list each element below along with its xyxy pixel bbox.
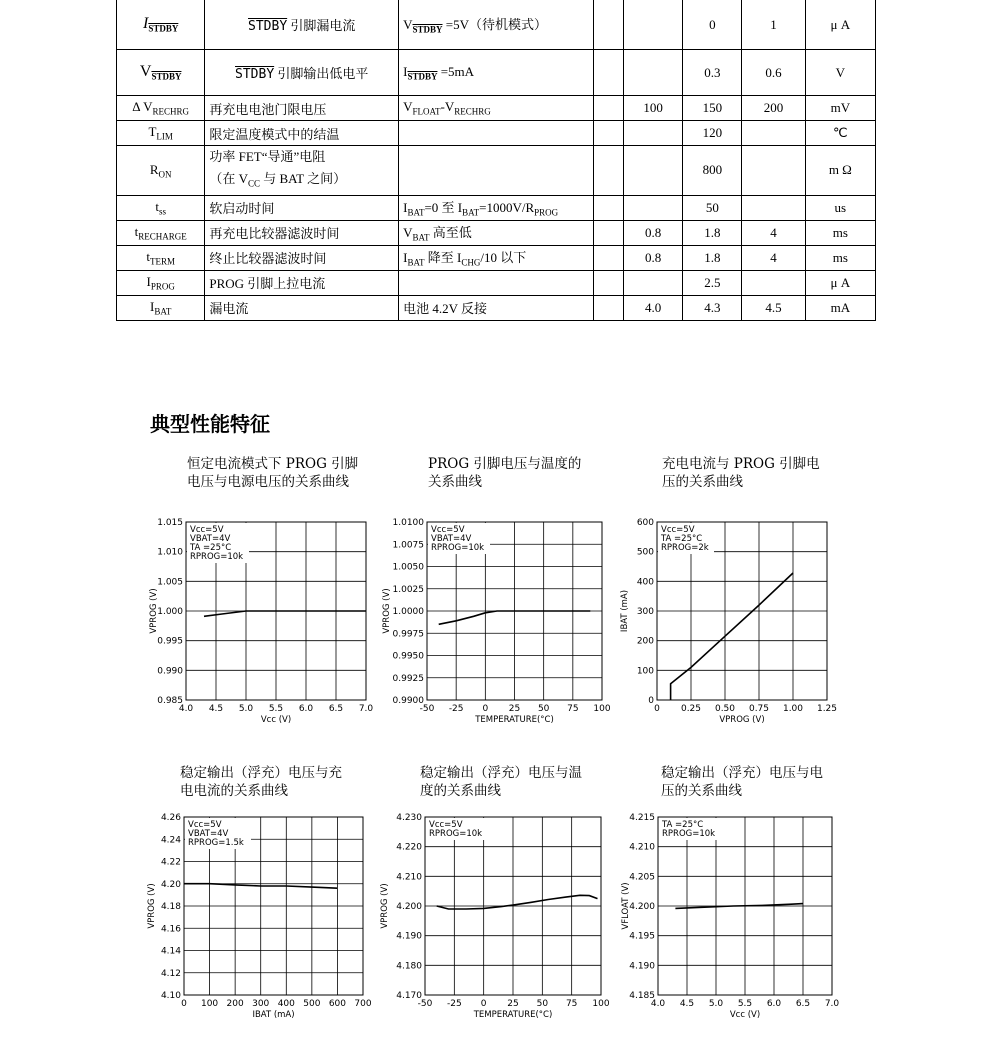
y-tick-label: 100 — [636, 666, 654, 677]
chart-caption-line: 恒定电流模式下 PROG 引脚 — [187, 456, 359, 472]
symbol-cell — [117, 121, 205, 146]
chart-caption — [661, 764, 861, 800]
parameter-text: 软启动时间 — [209, 201, 275, 217]
annotation-text: RPROG=10k — [431, 543, 485, 553]
unit-cell: mV — [805, 96, 875, 121]
max-cell — [742, 270, 805, 295]
y-tick-label: 4.220 — [396, 842, 422, 853]
x-tick-label: 0 — [654, 704, 660, 714]
condition-text: =0 至 I — [424, 200, 463, 216]
spec-row — [117, 50, 876, 96]
chart-caption — [428, 455, 628, 491]
x-tick-label: 7.0 — [824, 999, 840, 1009]
symbol-main: t — [134, 223, 139, 239]
condition-text: V — [403, 225, 413, 241]
x-tick-label: 200 — [226, 999, 244, 1009]
y-tick-label: 4.20 — [160, 879, 181, 890]
x-tick-label: 100 — [593, 704, 611, 714]
condition-text: =1000V/R — [479, 200, 535, 216]
x-tick-label: 6.5 — [328, 704, 344, 714]
parameter-text: 再充电电池门限电压 — [209, 101, 327, 117]
annotation-text: Vcc=5V — [190, 525, 224, 535]
x-tick-label: 500 — [303, 999, 321, 1009]
condition-sub: CHG — [461, 257, 481, 268]
condition-sub: STDBY — [412, 24, 443, 35]
annotation-text: TA =25°C — [190, 543, 232, 553]
min-cell — [623, 50, 682, 96]
annotation-text: TA =25°C — [662, 820, 704, 830]
chart-svg — [149, 518, 374, 725]
condition-text: V — [403, 99, 413, 115]
x-axis-label: Vcc (V) — [729, 1010, 761, 1020]
symbol-subscript: LIM — [156, 131, 173, 142]
min-cell: 4.0 — [623, 295, 682, 320]
y-tick-label: 4.200 — [396, 902, 422, 912]
spec-row — [117, 220, 876, 245]
symbol-main: t — [155, 198, 159, 214]
condition-sub: FLOAT — [412, 106, 441, 117]
y-tick-label: 4.185 — [629, 991, 655, 1001]
symbol-cell — [117, 295, 205, 320]
condition-text: I — [403, 63, 408, 79]
x-tick-label: 50 — [536, 999, 549, 1009]
typ-cell: 150 — [683, 96, 742, 121]
y-tick-label: 4.210 — [396, 872, 422, 883]
y-tick-label: 4.14 — [160, 946, 181, 957]
unit-cell: ℃ — [805, 121, 875, 146]
y-tick-label: 400 — [636, 577, 654, 588]
typ-cell: 50 — [683, 195, 742, 220]
y-tick-label: 4.22 — [160, 857, 181, 868]
symbol-subscript: STDBY — [151, 71, 182, 82]
parameter-cell — [205, 146, 399, 196]
chart-caption-line: 稳定输出（浮充）电压与充 — [180, 765, 342, 781]
x-tick-label: 1.00 — [782, 704, 804, 714]
parameter-text: 再充电比较器滤波时间 — [209, 226, 340, 242]
x-tick-label: 5.5 — [268, 704, 284, 714]
parameter-cell — [205, 295, 399, 320]
y-tick-label: 4.12 — [160, 968, 181, 979]
data-series-line — [671, 573, 793, 700]
parameter-cell — [205, 50, 399, 96]
condition-cell — [399, 295, 594, 320]
symbol-cell — [117, 270, 205, 295]
x-axis-label: IBAT (mA) — [252, 1010, 295, 1020]
condition-sub: RECHRG — [454, 106, 491, 117]
parameter-cell — [205, 121, 399, 146]
y-tick-label: 600 — [636, 518, 654, 528]
y-tick-label: 4.195 — [629, 931, 655, 942]
symbol-subscript: PROG — [150, 281, 175, 292]
chart-caption-line: 关系曲线 — [428, 474, 482, 490]
condition-text: 电池 4.2V 反接 — [403, 301, 488, 317]
min-cell: 100 — [623, 96, 682, 121]
y-tick-label: 4.10 — [160, 991, 181, 1001]
y-tick-label: 4.230 — [396, 813, 422, 823]
y-tick-label: 1.010 — [157, 547, 183, 558]
max-cell: 4.5 — [742, 295, 805, 320]
symbol-main: T — [148, 124, 157, 140]
y-tick-label: 200 — [636, 636, 654, 647]
overline-text: STDBY — [235, 67, 275, 82]
y-tick-label: 4.205 — [629, 872, 655, 883]
x-axis-label: TEMPERATURE(°C) — [475, 715, 554, 725]
symbol-cell — [117, 50, 205, 96]
symbol-main: t — [146, 248, 150, 264]
symbol-cell — [117, 195, 205, 220]
y-tick-label: 1.0075 — [392, 540, 424, 551]
y-tick-label: 0.995 — [157, 636, 183, 647]
unit-cell: ms — [805, 245, 875, 270]
x-tick-label: -50 — [419, 704, 435, 714]
symbol-cell — [117, 245, 205, 270]
parameter-line2: （在 V — [209, 171, 248, 186]
x-tick-label: 300 — [252, 999, 270, 1009]
y-tick-label: 0.985 — [157, 696, 183, 706]
unit-cell: ms — [805, 220, 875, 245]
empty-cell — [593, 146, 623, 196]
symbol-main: R — [149, 161, 159, 177]
empty-cell — [593, 96, 623, 121]
x-tick-label: 1.25 — [816, 704, 838, 714]
empty-cell — [593, 50, 623, 96]
y-tick-label: 0.9900 — [392, 696, 424, 706]
x-tick-label: 5.5 — [737, 999, 753, 1009]
max-cell: 4 — [742, 245, 805, 270]
empty-cell — [593, 295, 623, 320]
x-tick-label: 75 — [565, 999, 578, 1009]
y-axis-label: VFLOAT (V) — [621, 882, 631, 930]
x-tick-label: 600 — [328, 999, 347, 1009]
condition-cell — [399, 195, 594, 220]
y-tick-label: 1.0025 — [392, 584, 424, 595]
chart-caption-line: 压的关系曲线 — [661, 783, 742, 799]
y-tick-label: 4.24 — [160, 835, 181, 846]
parameter-line2-post: 与 BAT 之间） — [260, 171, 347, 186]
min-cell — [623, 270, 682, 295]
symbol-main: I — [149, 298, 155, 314]
typ-cell: 1.8 — [683, 220, 742, 245]
condition-sub: PROG — [534, 207, 559, 218]
symbol-subscript: STDBY — [148, 23, 179, 34]
condition-text: /10 以下 — [480, 250, 527, 266]
condition-sub: BAT — [462, 207, 480, 218]
section-heading: 典型性能特征 — [150, 412, 270, 436]
max-cell — [742, 195, 805, 220]
x-tick-label: 700 — [354, 999, 372, 1009]
condition-text: V — [403, 17, 413, 33]
empty-cell — [593, 195, 623, 220]
annotation-text: VBAT=4V — [190, 534, 231, 544]
x-tick-label: 25 — [507, 999, 519, 1009]
min-cell — [623, 195, 682, 220]
condition-cell — [399, 0, 594, 50]
max-cell: 200 — [742, 96, 805, 121]
x-tick-label: 0.75 — [748, 704, 770, 714]
condition-text: I — [403, 250, 408, 266]
annotation-text: VBAT=4V — [188, 829, 229, 839]
symbol-main: V — [139, 63, 152, 81]
y-tick-label: 4.190 — [629, 961, 655, 972]
empty-cell — [593, 220, 623, 245]
y-tick-label: 0.9950 — [392, 651, 424, 662]
spec-row — [117, 146, 876, 196]
min-cell — [623, 121, 682, 146]
parameter-cell — [205, 96, 399, 121]
annotation-text: RPROG=1.5k — [188, 838, 244, 848]
spec-row — [117, 0, 876, 50]
chart-caption-line: 压的关系曲线 — [662, 474, 743, 490]
condition-text: 高至低 — [429, 225, 472, 241]
x-tick-label: 7.0 — [358, 704, 374, 714]
chart-svg — [621, 813, 840, 1020]
annotation-text: Vcc=5V — [429, 820, 463, 830]
x-tick-label: 0.50 — [714, 704, 736, 714]
spec-row — [117, 295, 876, 320]
parameter-line2-sub: CC — [247, 178, 260, 189]
chart-caption — [187, 455, 387, 491]
y-axis-label: IBAT (mA) — [620, 589, 630, 633]
annotation-text: Vcc=5V — [661, 525, 695, 535]
max-cell: 4 — [742, 220, 805, 245]
y-tick-label: 4.200 — [629, 902, 655, 912]
empty-cell — [593, 245, 623, 270]
symbol-subscript: TERM — [149, 256, 175, 267]
chart-svg — [380, 813, 610, 1020]
y-axis-label: VPROG (V) — [380, 883, 390, 929]
y-tick-label: 0.990 — [157, 666, 183, 677]
unit-cell: m Ω — [805, 146, 875, 196]
spec-table — [116, 0, 876, 321]
x-tick-label: 4.5 — [679, 999, 695, 1009]
overline-text: STDBY — [248, 19, 288, 34]
typ-cell: 0.3 — [683, 50, 742, 96]
annotation-text: RPROG=2k — [661, 543, 709, 553]
chart-caption — [662, 455, 862, 491]
typ-cell: 4.3 — [683, 295, 742, 320]
y-tick-label: 4.16 — [160, 924, 181, 935]
condition-sub: BAT — [412, 232, 430, 243]
x-tick-label: 6.0 — [298, 704, 314, 714]
parameter-cell — [205, 220, 399, 245]
data-series-line — [437, 895, 598, 909]
x-tick-label: -25 — [448, 704, 464, 714]
x-tick-label: 0 — [482, 704, 489, 714]
condition-text: I — [403, 200, 408, 216]
x-axis-label: Vcc (V) — [260, 715, 292, 725]
annotation-text: VBAT=4V — [431, 534, 472, 544]
y-tick-label: 300 — [636, 607, 654, 617]
x-tick-label: 4.0 — [650, 999, 666, 1009]
empty-cell — [593, 0, 623, 50]
y-tick-label: 0.9975 — [392, 629, 424, 640]
typ-cell: 120 — [683, 121, 742, 146]
typ-cell: 800 — [683, 146, 742, 196]
condition-sub: STDBY — [407, 71, 438, 82]
chart-svg — [620, 518, 838, 725]
parameter-cell — [205, 270, 399, 295]
annotation-text: RPROG=10k — [429, 829, 483, 839]
y-tick-label: 1.015 — [157, 518, 183, 528]
condition-cell — [399, 270, 594, 295]
symbol-main: I — [146, 273, 151, 289]
unit-cell: mA — [805, 295, 875, 320]
annotation-text: Vcc=5V — [188, 820, 222, 830]
min-cell: 0.8 — [623, 220, 682, 245]
condition-cell — [399, 146, 594, 196]
y-tick-label: 4.210 — [629, 842, 655, 853]
parameter-cell — [205, 0, 399, 50]
x-tick-label: 0 — [480, 999, 487, 1009]
y-tick-label: 4.215 — [629, 813, 655, 823]
symbol-cell — [117, 96, 205, 121]
y-tick-label: 0 — [648, 696, 654, 706]
max-cell — [742, 121, 805, 146]
x-axis-label: TEMPERATURE(°C) — [473, 1010, 553, 1020]
x-tick-label: 100 — [592, 999, 610, 1009]
symbol-subscript: ON — [158, 169, 172, 180]
parameter-text: PROG 引脚上拉电流 — [209, 276, 326, 292]
x-tick-label: -50 — [417, 999, 433, 1009]
empty-cell — [593, 270, 623, 295]
condition-sub: BAT — [407, 207, 425, 218]
annotation-text: RPROG=10k — [662, 829, 716, 839]
parameter-cell — [205, 195, 399, 220]
x-tick-label: 50 — [537, 704, 550, 714]
x-tick-label: 5.0 — [238, 704, 254, 714]
data-series-line — [204, 611, 366, 616]
x-tick-label: 75 — [567, 704, 579, 714]
max-cell — [742, 146, 805, 196]
y-tick-label: 500 — [636, 547, 654, 558]
y-tick-label: 1.005 — [157, 577, 183, 588]
condition-text: =5mA — [437, 63, 475, 79]
annotation-text: RPROG=10k — [190, 552, 244, 562]
symbol-subscript: BAT — [154, 306, 172, 317]
spec-row — [117, 96, 876, 121]
condition-cell — [399, 245, 594, 270]
chart-caption-line: PROG 引脚电压与温度的 — [428, 456, 582, 472]
condition-sub: BAT — [407, 257, 425, 268]
typ-cell: 1.8 — [683, 245, 742, 270]
x-tick-label: 4.5 — [208, 704, 224, 714]
condition-cell — [399, 96, 594, 121]
parameter-text: 引脚漏电流 — [287, 18, 356, 33]
parameter-text: 引脚输出低电平 — [274, 66, 369, 81]
x-tick-label: 0.25 — [680, 704, 702, 714]
condition-cell — [399, 121, 594, 146]
spec-row — [117, 270, 876, 295]
y-tick-label: 4.180 — [396, 961, 422, 972]
chart-caption-line: 电压与电源电压的关系曲线 — [187, 474, 349, 490]
annotation-text: Vcc=5V — [431, 525, 465, 535]
y-axis-label: VPROG (V) — [147, 883, 157, 929]
unit-cell: us — [805, 195, 875, 220]
condition-text: -V — [440, 99, 455, 115]
x-tick-label: 100 — [200, 999, 219, 1009]
spec-row — [117, 245, 876, 270]
chart-svg — [147, 813, 372, 1020]
y-tick-label: 1.0000 — [392, 607, 424, 617]
x-tick-label: -25 — [446, 999, 462, 1009]
chart-caption-line: 电电流的关系曲线 — [180, 783, 288, 799]
x-axis-label: VPROG (V) — [719, 715, 765, 725]
condition-cell — [399, 220, 594, 245]
y-axis-label: VPROG (V) — [382, 588, 392, 634]
x-tick-label: 4.0 — [178, 704, 194, 714]
max-cell: 1 — [742, 0, 805, 50]
unit-cell: V — [805, 50, 875, 96]
condition-text: 降至 I — [424, 250, 462, 266]
typ-cell: 2.5 — [683, 270, 742, 295]
y-tick-label: 1.000 — [157, 607, 183, 617]
symbol-cell — [117, 146, 205, 196]
chart-caption — [420, 764, 620, 800]
parameter-text: 漏电流 — [209, 301, 249, 317]
chart-caption — [180, 764, 380, 800]
x-tick-label: 5.0 — [708, 999, 724, 1009]
chart-svg — [382, 518, 611, 725]
spec-table-body — [117, 0, 876, 320]
parameter-text: 限定温度模式中的结温 — [209, 126, 340, 142]
typ-cell: 0 — [683, 0, 742, 50]
annotation-text: TA =25°C — [661, 534, 703, 544]
empty-cell — [593, 121, 623, 146]
y-tick-label: 4.170 — [396, 991, 422, 1001]
unit-cell: μ A — [805, 0, 875, 50]
min-cell — [623, 0, 682, 50]
x-tick-label: 6.0 — [766, 999, 782, 1009]
chart-caption-line: 度的关系曲线 — [420, 783, 501, 799]
x-tick-label: 25 — [508, 704, 521, 714]
spec-row — [117, 121, 876, 146]
parameter-cell — [205, 245, 399, 270]
y-tick-label: 1.0100 — [392, 518, 424, 528]
min-cell — [623, 146, 682, 196]
y-tick-label: 1.0050 — [392, 562, 424, 573]
chart-caption-line: 充电电流与 PROG 引脚电 — [662, 456, 820, 472]
max-cell: 0.6 — [742, 50, 805, 96]
symbol-main: Δ V — [132, 99, 153, 115]
symbol-main: I — [143, 15, 149, 33]
symbol-cell — [117, 220, 205, 245]
symbol-subscript: RECHARGE — [138, 231, 187, 242]
x-tick-label: 400 — [277, 999, 295, 1009]
symbol-subscript: RECHRG — [152, 106, 190, 117]
x-tick-label: 6.5 — [795, 999, 811, 1009]
chart-caption-line: 稳定输出（浮充）电压与温 — [420, 765, 582, 781]
chart-caption-line: 稳定输出（浮充）电压与电 — [661, 765, 823, 781]
unit-cell: μ A — [805, 270, 875, 295]
symbol-cell — [117, 0, 205, 50]
condition-cell — [399, 50, 594, 96]
y-tick-label: 0.9925 — [392, 673, 424, 684]
symbol-subscript: ss — [158, 206, 166, 217]
y-tick-label: 4.26 — [160, 813, 181, 823]
parameter-text: 终止比较器滤波时间 — [209, 251, 327, 267]
y-tick-label: 4.18 — [160, 902, 181, 912]
min-cell: 0.8 — [623, 245, 682, 270]
y-tick-label: 4.190 — [396, 931, 422, 942]
condition-text: =5V（待机模式） — [442, 17, 547, 33]
parameter-text: 功率 FET“导通”电阻 — [209, 149, 326, 164]
x-tick-label: 0 — [181, 999, 187, 1009]
y-axis-label: VPROG (V) — [149, 588, 159, 634]
spec-row — [117, 195, 876, 220]
